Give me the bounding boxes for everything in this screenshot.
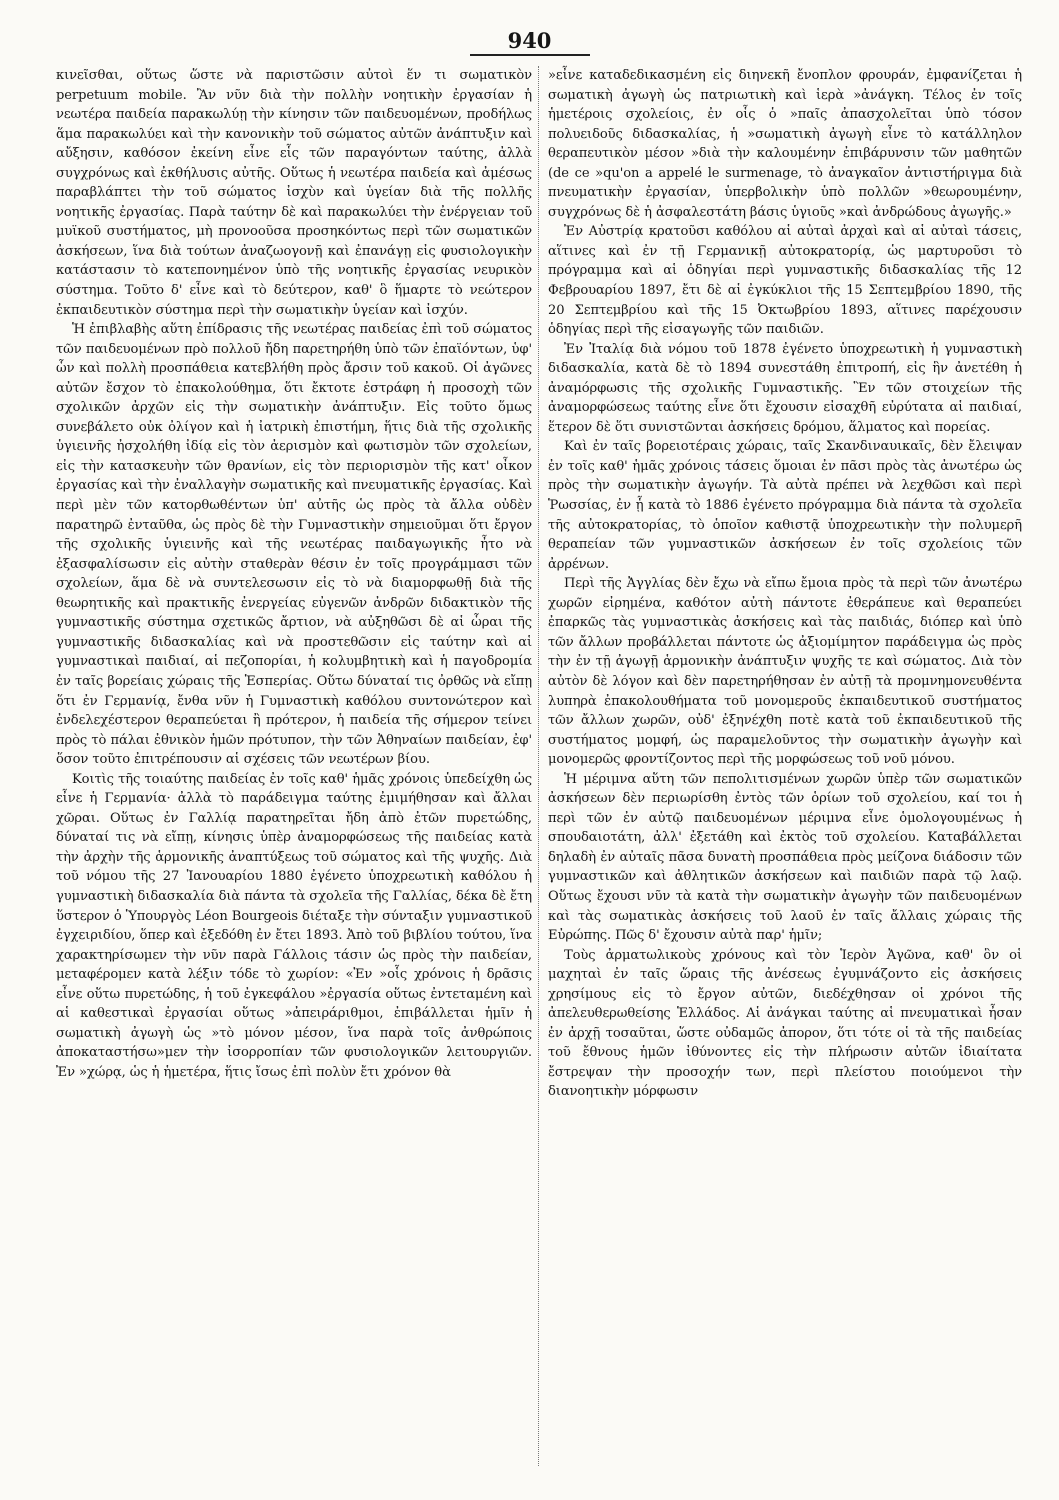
right-column bbox=[548, 66, 1022, 1102]
right-paragraph-6: Ἡ μέριμνα αὕτη τῶν πεπολιτισμένων χωρῶν ὑπὲρ τῶν σωματικῶν ἀσκήσεων δὲν περιωρίσθη ἐντὸς τῶν ὁρίων τοῦ σχολείου, καί τοι ἡ περὶ τῶν ἐν αὐτῷ παιδευομένων μέριμνα εἶνε ὁμολογουμένως ἡ σπουδαιοτάτη, ἀλλ' ἐξετάθη καὶ ἐκτὸς τοῦ σχολείου. Καταβάλλεται δηλαδὴ ἐν αὐταῖς πᾶσα δυνατὴ προσπάθεια πρὸς μείζονα διάδοσιν τῶν γυμναστικῶν καὶ ἀθλητικῶν ἀσκήσεων καὶ παιδιῶν παρὰ τῷ λαῷ. Οὕτως ἔχουσι νῦν τὰ κατὰ τὴν σωματικὴν ἀγωγὴν τῶν παιδευομένων καὶ τὰς σωματικὰς ἀσκήσεις τοῦ λαοῦ ἐν ταῖς ἄλλαις χώραις τῆς Εὐρώπης. Πῶς δ' ἔχουσιν αὐτὰ παρ' ἡμῖν; bbox=[548, 771, 1022, 944]
page-number: 940 bbox=[507, 28, 552, 53]
page-number-rule bbox=[470, 54, 590, 56]
right-paragraph-7: Τοὺς ἀρματωλικοὺς χρόνους καὶ τὸν Ἱερὸν Ἀγῶνα, καθ' ὃν οἱ μαχηταὶ ἐν ταῖς ὥραις τῆς ἀνέσεως ἐγυμνάζοντο εἰς ἀσκήσεις χρησίμους εἰς τὸ ἔργον αὐτῶν, διεδέχθησαν οἱ χρόνοι τῆς ἀπελευθερωθείσης Ἑλλάδος. Αἱ ἀνάγκαι ταύτης αἱ πνευματικαὶ ἦσαν ἐν ἀρχῇ τοσαῦται, ὥστε οὐδαμῶς ἀπορον, ὅτι τότε οἱ τὰ τῆς παιδείας τοῦ ἔθνους ἡμῶν ἰθύνοντες εἰς τὴν πλήρωσιν αὐτῶν ἰδιαίτατα ἔστρεψαν τὴν προσοχήν των, περὶ πλείστου ποιούμενοι τὴν διανοητικὴν μόρφωσιν bbox=[548, 947, 1022, 1100]
left-paragraph-3: Κοιτὶς τῆς τοιαύτης παιδείας ἐν τοῖς καθ' ἡμᾶς χρόνοις ὑπεδείχθη ὡς εἶνε ἡ Γερμανία· ἀλλὰ τὸ παράδειγμα ταύτης ἐμιμήθησαν καὶ ἄλλαι χῶραι. Οὕτως ἐν Γαλλίᾳ παρατηρεῖται ἤδη ἀπὸ ἐτῶν πυρετώδης, δύναταί τις νὰ εἴπῃ, κίνησις ὑπὲρ ἀναμορφώσεως τῆς παιδείας κατὰ τὴν ἀρχὴν τῆς ἁρμονικῆς ἀναπτύξεως τοῦ σώματος καὶ τῆς ψυχῆς. Διὰ τοῦ νόμου τῆς 27 Ἰανουαρίου 1880 ἐγένετο ὑποχρεωτικὴ καθόλου ἡ γυμναστικὴ διδασκαλία διὰ πάντα τὰ σχολεῖα τῆς Γαλλίας, δέκα δὲ ἔτη ὕστερον ὁ Ὑπουργὸς Léon Bourgeois διέταξε τὴν σύνταξιν γυμναστικοῦ ἐγχειριδίου, ὅπερ καὶ ἐξεδόθη ἐν ἔτει 1893. Ἀπὸ τοῦ βιβλίου τούτου, ἵνα χαρακτηρίσωμεν τὴν νῦν παρὰ Γάλλοις τάσιν ὡς πρὸς τὴν παιδείαν, μεταφέρομεν κατὰ λέξιν τόδε τὸ χωρίον: «Ἐν »οἷς χρόνοις ἡ δρᾶσις εἶνε οὕτω πυρετώδης, ἡ τοῦ ἐγκεφάλου »ἐργασία οὕτως ἐντεταμένη καὶ αἱ καθεστικαὶ ἐργασίαι οὕτως »ἀπειράριθμοι, ἐπιβάλλεται ἡμῖν ἡ σωματικὴ ἀγωγὴ ὡς »τὸ μόνον μέσον, ἵνα παρὰ τοῖς ἀνθρώποις ἀποκαταστήσω»μεν τὴν ἰσορροπίαν τῶν φυσιολογικῶν λειτουργιῶν. Ἐν »χώρᾳ, ὡς ἡ ἡμετέρα, ἥτις ἴσως ἐπὶ πολὺν ἔτι χρόνον θὰ bbox=[56, 771, 532, 1080]
column-divider bbox=[538, 66, 539, 1466]
right-paragraph-3: Ἐν Ἰταλίᾳ διὰ νόμου τοῦ 1878 ἐγένετο ὑποχρεωτικὴ ἡ γυμναστικὴ διδασκαλία, κατὰ δὲ τὸ 1894 συνεστάθη ἐπιτροπή, εἰς ἣν ἀνετέθη ἡ ἀναμόρφωσις τῆς σχολικῆς Γυμναστικῆς. Ἓν τῶν στοιχείων τῆς ἀναμορφώσεως ταύτης εἶνε ὅτι ἔχουσιν εἰσαχθῆ εὐρύτατα αἱ παιδιαί, ἕτερον δὲ ὅτι συνιστῶνται ἀσκήσεις δρόμου, ἅλματος καὶ πορείας. bbox=[548, 341, 1022, 435]
right-paragraph-1: »εἶνε καταδεδικασμένη εἰς διηνεκῆ ἔνοπλον φρουράν, ἐμφανίζεται ἡ σωματικὴ ἀγωγὴ ὡς πατριωτικὴ καὶ ἱερὰ »ἀνάγκη. Τέλος ἐν τοῖς ἡμετέροις σχολείοις, ἐν οἷς ὁ »παῖς ἀπασχολεῖται ὑπὸ τόσον πολυειδοῦς διδασκαλίας, ἡ »σωματικὴ ἀγωγὴ εἶνε τὸ κατάλληλον θεραπευτικὸν μέσον »διὰ τὴν καλουμένην ἐπιβάρυνσιν τῶν μαθητῶν (de ce »qu'on a appelé le surmenage, τὸ ἀναγκαῖον ἀντιστήριγμα διὰ πνευματικὴν ἐργασίαν, ὑπερβολικὴν ὑπὸ πολλῶν »θεωρουμένην, συγχρόνως δὲ ἡ ἀσφαλεστάτη βάσις ὑγιοῦς »καὶ ἀνδρώδους ἀγωγῆς.» bbox=[548, 68, 1022, 220]
left-paragraph-1: κινεῖσθαι, οὕτως ὥστε νὰ παριστῶσιν αὐτοὶ ἕν τι σωματικὸν perpetuum mobile. Ἂν νῦν διὰ τὴν πολλὴν νοητικὴν ἐργασίαν ἡ νεωτέρα παιδεία παρακωλύῃ τὴν κίνησιν τῶν παιδευομένων, προδήλως ἅμα παρακωλύει καὶ τὴν κανονικὴν τοῦ σώματος αὐτῶν ἀνάπτυξιν καὶ αὔξησιν, καθόσον ἐκείνη εἶνε εἷς τῶν παραγόντων ταύτης, ἀλλὰ συγχρόνως καὶ ἐκθήλυσις αὐτῆς. Οὕτως ἡ νεωτέρα παιδεία καὶ ἀμέσως παραβλάπτει τὴν τοῦ σώματος ἰσχὺν καὶ ὑγείαν διὰ τῆς πολλῆς νοητικῆς ἐργασίας. Παρὰ ταύτην δὲ καὶ παρακωλύει τὴν ἐνέργειαν τοῦ μυϊκοῦ συστήματος, μὴ προνοοῦσα προσηκόντως περὶ τῶν σωματικῶν ἀσκήσεων, ἵνα διὰ τούτων ἀναζωογονῇ καὶ ἐπανάγῃ εἰς φυσιολογικὴν κατάστασιν τὸ κατεπονημένον ὑπὸ τῆς νοητικῆς ἐργασίας νευρικὸν σύστημα. Τοῦτο δ' εἶνε καὶ τὸ δεύτερον, καθ' ὃ ἥμαρτε τὸ νεώτερον ἐκπαιδευτικὸν σύστημα περὶ τὴν σωματικὴν ὑγείαν καὶ ἰσχύν. bbox=[56, 68, 532, 318]
left-paragraph-2: Ἡ ἐπιβλαβὴς αὕτη ἐπίδρασις τῆς νεωτέρας παιδείας ἐπὶ τοῦ σώματος τῶν παιδευομένων πρὸ πολλοῦ ἤδη παρετηρήθη ὑπὸ τῶν ἐπαϊόντων, ὑφ' ὧν καὶ πολλὴ προσπάθεια κατεβλήθη πρὸς ἄρσιν τοῦ κακοῦ. Οἱ ἀγῶνες αὐτῶν ἔσχον τὸ ἐπακολούθημα, ὅτι ἔκτοτε ἐστράφη ἡ προσοχὴ τῶν σχολικῶν ἀρχῶν εἰς τὴν σωματικὴν ἀνάπτυξιν. Εἰς τοῦτο ὅμως συνεβάλετο οὐκ ὀλίγον καὶ ἡ ἰατρικὴ ἐπιστήμη, ἥτις διὰ τῆς σχολικῆς ὑγιεινῆς ἠσχολήθη ἰδίᾳ εἰς τὸν ἀερισμὸν καὶ φωτισμὸν τῶν σχολείων, εἰς τὴν κατασκευὴν τῶν θρανίων, εἰς τὸν περιορισμὸν τῆς κατ' οἶκον ἐργασίας καὶ τὴν ἐναλλαγὴν σωματικῆς καὶ πνευματικῆς ἐργασίας. Καὶ περὶ μὲν τῶν κατορθωθέντων ὑπ' αὐτῆς ὡς πρὸς τὰ ἄλλα οὐδὲν παρατηρῶ ἐνταῦθα, ὡς πρὸς δὲ τὴν Γυμναστικὴν σημειοῦμαι ὅτι ἔργον τῆς σχολικῆς ὑγιεινῆς καὶ τῆς νεωτέρας παιδαγωγικῆς ἦτο νὰ ἐξασφαλίσωσιν εἰς αὐτὴν σταθερὰν θέσιν ἐν τοῖς προγράμμασι τῶν σχολείων, ἅμα δὲ νὰ συντελεσωσιν εἰς τὸ νὰ διαμορφωθῇ διὰ τῆς θεωρητικῆς καὶ πρακτικῆς ἐνεργείας εὐγενῶν ἀνδρῶν διδακτικὸν τῆς γυμναστικῆς σύστημα σχετικῶς ἄρτιον, νὰ αὐξηθῶσι δὲ αἱ ὧραι τῆς γυμναστικῆς διδασκαλίας καὶ νὰ προστεθῶσιν εἰς ταύτην καὶ αἱ γυμναστικαὶ παιδιαί, αἱ πεζοπορίαι, ἡ κολυμβητικὴ καὶ ἡ παγοδρομία ἐν ταῖς βορείαις χώραις τῆς Ἑσπερίας. Οὕτω δύναταί τις ὀρθῶς νὰ εἴπῃ ὅτι ἐν Γερμανίᾳ, ἔνθα νῦν ἡ Γυμναστικὴ καθόλου συντονώτερον καὶ ἐνδελεχέστερον θεραπεύεται ἢ πρότερον, ἡ παιδεία τῆς σήμερον τείνει πρὸς τὸ πάλαι ἐθνικὸν ἡμῶν πρότυπον, τὴν τῶν Ἀθηναίων παιδείαν, ἐφ' ὅσον τοῦτο ἐπιτρέπουσιν αἱ σχέσεις τῶν νεωτέρων βίου. bbox=[56, 322, 532, 768]
right-paragraph-5: Περὶ τῆς Ἀγγλίας δὲν ἔχω νὰ εἴπω ἔμοια πρὸς τὰ περὶ τῶν ἀνωτέρω χωρῶν εἰρημένα, καθότον αὐτὴ πάντοτε ἐθεράπευε καὶ θεραπεύει ἐπαρκῶς τὰς γυμναστικὰς ἀσκήσεις καὶ τὰς παιδιάς, διόπερ καὶ ὑπὸ τῶν ἄλλων προβάλλεται πάντοτε ὡς ἀξιομίμητον παράδειγμα ὡς πρὸς τὴν ἐν τῇ ἀγωγῇ ἁρμονικὴν ἀνάπτυξιν ψυχῆς τε καὶ σώματος. Διὰ τὸν αὐτὸν δὲ λόγον καὶ δὲν παρετηρήθησαν ἐν αὐτῇ τὰ προμνημονευθέντα λυπηρὰ ἐπακολουθήματα τοῦ μονομεροῦς ἐκπαιδευτικοῦ συστήματος τῶν ἄλλων χωρῶν, οὐδ' ἐξηνέχθη ποτὲ κατὰ τοῦ ἐκπαιδευτικοῦ τῆς συστήματος μομφή, ὡς παραμελοῦντος τὴν σωματικὴν ἀγωγὴν καὶ μονομερῶς φροντίζοντος περὶ τῆς μορφώσεως τοῦ νοῦ μόνου. bbox=[548, 576, 1022, 768]
right-paragraph-4: Καὶ ἐν ταῖς βορειοτέραις χώραις, ταῖς Σκανδιναυικαῖς, δὲν ἔλειψαν ἐν τοῖς καθ' ἡμᾶς χρόνοις τάσεις ὅμοιαι ἐν πᾶσι πρὸς τὰς ἀνωτέρω ὡς πρὸς τὴν σωματικὴν ἀγωγήν. Τὰ αὐτὰ πρέπει νὰ λεχθῶσι καὶ περὶ Ῥωσσίας, ἐν ᾗ κατὰ τὸ 1886 ἐγένετο πρόγραμμα διὰ πάντα τὰ σχολεῖα τῆς αὐτοκρατορίας, τὸ ὁποῖον καθιστᾷ ὑποχρεωτικὴν τὴν πολυμερῆ θεραπείαν τῶν γυμναστικῶν ἀσκήσεων ἐν τοῖς σχολείοις τῶν ἀρρένων. bbox=[548, 439, 1022, 572]
right-paragraph-2: Ἐν Αὐστρίᾳ κρατοῦσι καθόλου αἱ αὐταὶ ἀρχαὶ καὶ αἱ αὐταὶ τάσεις, αἵτινες καὶ ἐν τῇ Γερμανικῇ αὐτοκρατορίᾳ, ὡς μαρτυροῦσι τὸ πρόγραμμα καὶ αἱ ὁδηγίαι περὶ γυμναστικῆς διδασκαλίας τῆς 12 Φεβρουαρίου 1897, ἔτι δὲ αἱ ἐγκύκλιοι τῆς 15 Σεπτεμβρίου 1890, τῆς 20 Σεπτεμβρίου καὶ τῆς 15 Ὀκτωβρίου 1893, αἵτινες παρέχουσιν ὁδηγίας περὶ τῆς εἰσαγωγῆς τῶν παιδιῶν. bbox=[548, 224, 1022, 338]
left-column bbox=[56, 66, 532, 1082]
